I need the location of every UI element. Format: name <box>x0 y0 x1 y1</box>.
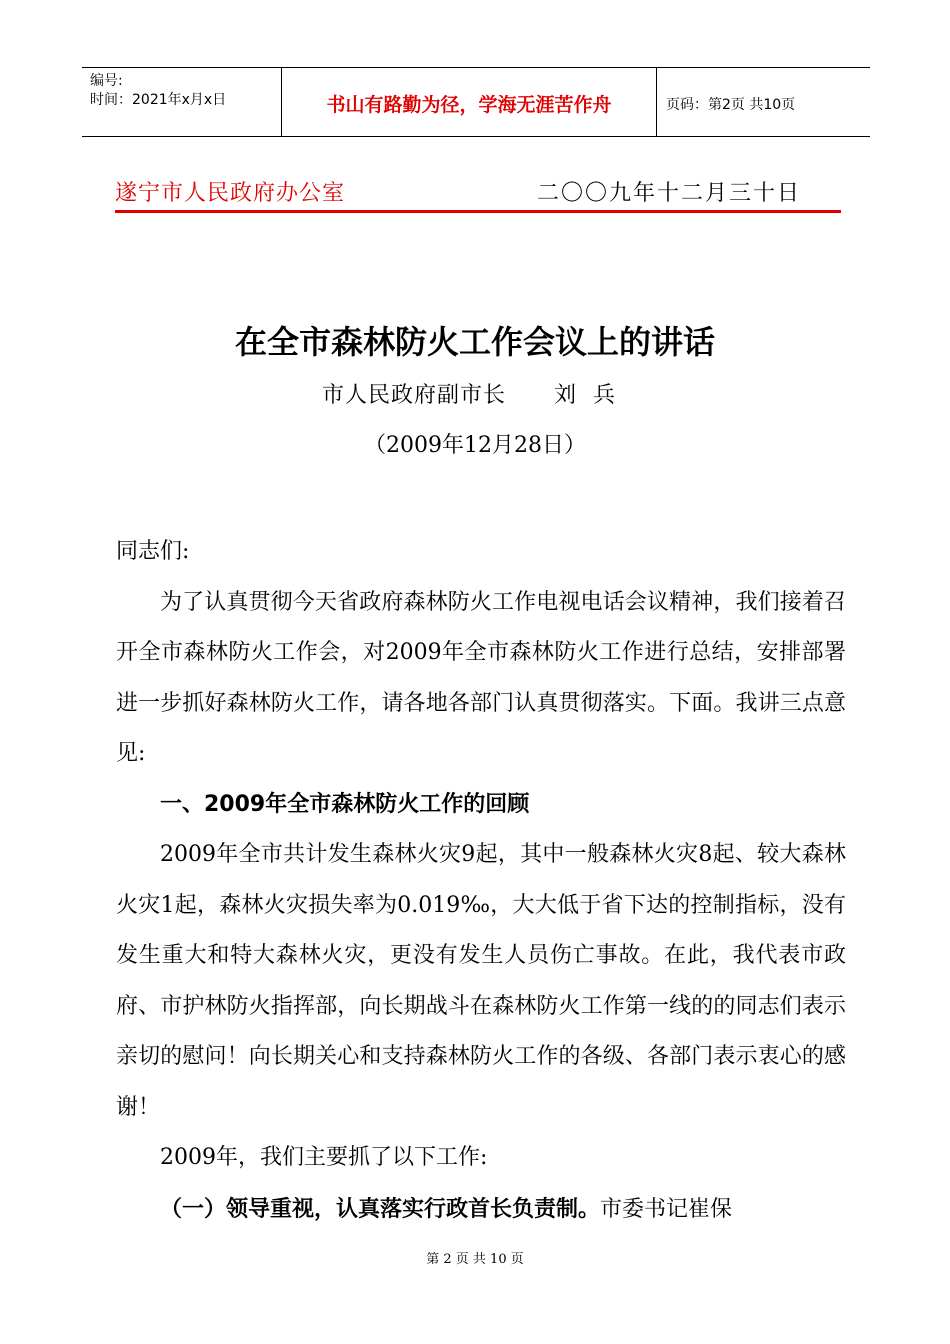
section-heading: 一、2009年全市森林防火工作的回顾 <box>160 791 530 817</box>
subsection-text: 市委书记崔保 <box>600 1196 733 1222</box>
speech-date: （2009年12月28日） <box>364 433 586 458</box>
header-page-info: 页码：第2页 共10页 <box>666 97 796 113</box>
salutation: 同志们: <box>116 539 190 564</box>
red-divider-line <box>115 210 841 213</box>
header-divider <box>656 68 657 136</box>
speaker-line: 市人民政府副市长 刘 兵 <box>322 383 616 408</box>
paragraph-intro: 为了认真贯彻今天省政府森林防火工作电视电话会议精神，我们接着召开全市森林防火工作会，对2009年全市森林防火工作进行总结，安排部署进一步抓好森林防火工作，请各地各部门认真贯彻落实。下面。我讲三点意见: <box>116 589 846 766</box>
document-title: 在全市森林防火工作会议上的讲话 <box>234 323 715 361</box>
paragraph-work-intro: 2009年，我们主要抓了以下工作: <box>160 1145 488 1170</box>
paragraph-review: 2009年全市共计发生森林火灾9起，其中一般森林火灾8起、较大森林火灾1起，森林火灾损失率为0.019‰，大大低于省下达的控制指标，没有发生重大和特大森林火灾，更没有发生人员伤亡事故。在此，我代表市政府、市护林防火指挥部，向长期战斗在森林防火工作第一线的的同志们表示亲切的慰问！向长期关心和支持森林防火工作的各级、各部门表示衷心的感谢！ <box>116 842 846 1120</box>
number-label: 编号: <box>90 73 123 89</box>
issue-date: 二〇〇九年十二月三十日 <box>537 181 802 206</box>
subsection-heading: （一）领导重视，认真落实行政首长负责制。 <box>160 1195 601 1222</box>
issuing-office: 遂宁市人民政府办公室 <box>115 181 346 206</box>
page-footer: 第 2 页 共 10 页 <box>426 1252 524 1267</box>
header-motto: 书山有路勤为径，学海无涯苦作舟 <box>326 94 612 116</box>
header-table <box>82 67 870 137</box>
paragraph-subsection <box>116 1184 846 1236</box>
document-body <box>116 527 846 1235</box>
header-meta <box>90 72 226 110</box>
time-label: 时间：2021年x月x日 <box>90 92 227 108</box>
